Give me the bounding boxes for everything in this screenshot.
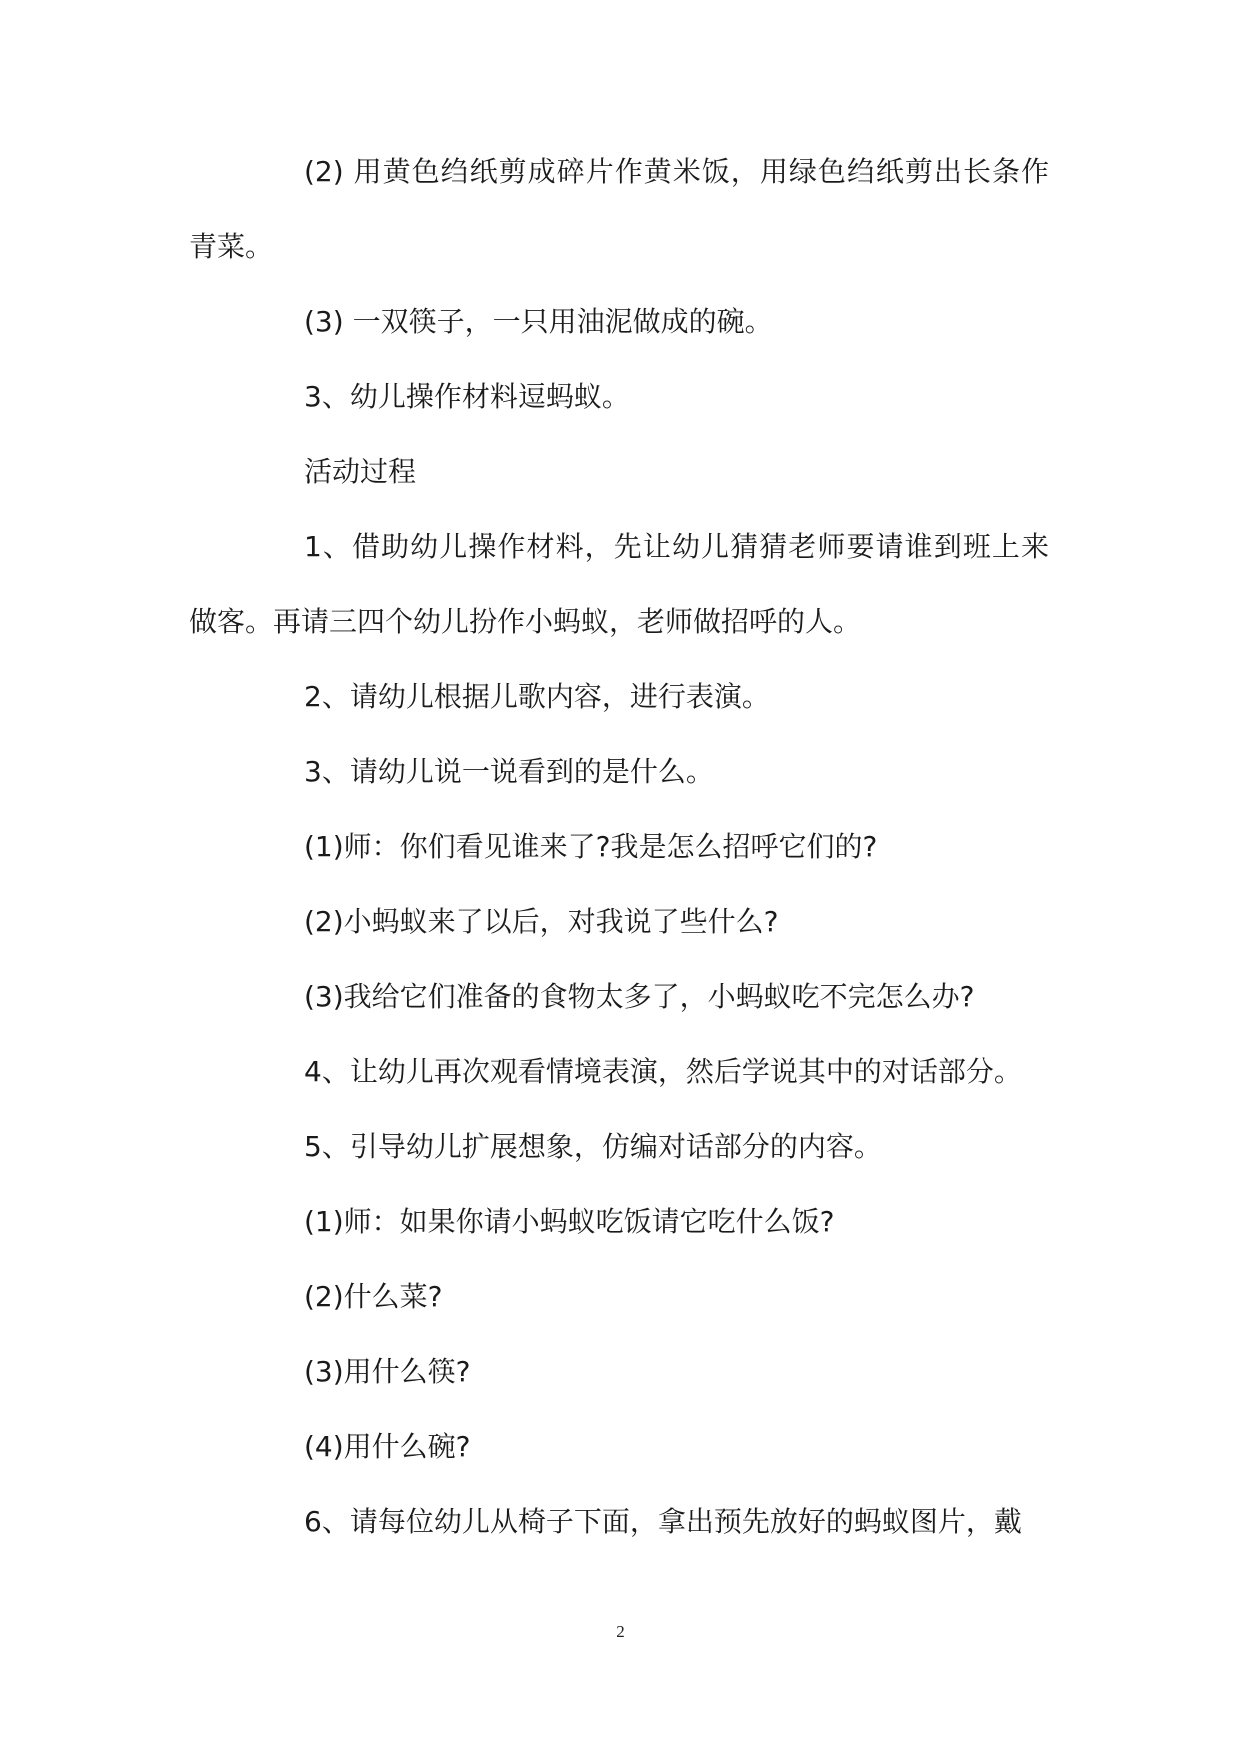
paragraph: (3)用什么筷? [304, 1355, 471, 1388]
paragraph: 4、让幼儿再次观看情境表演，然后学说其中的对话部分。 [304, 1055, 1022, 1088]
paragraph: 3、幼儿操作材料逗蚂蚁。 [304, 380, 630, 413]
paragraph: 3、请幼儿说一说看到的是什么。 [304, 755, 714, 788]
section-heading: 活动过程 [304, 455, 417, 488]
page-number: 2 [616, 1622, 625, 1641]
paragraph: (2)什么菜? [304, 1280, 443, 1313]
paragraph: 1、借助幼儿操作材料，先让幼儿猜猜老师要请谁到班上来做客。再请三四个幼儿扮作小蚂蚁，老师做招呼的人。 [189, 530, 1049, 638]
paragraph: 5、引导幼儿扩展想象，仿编对话部分的内容。 [304, 1130, 882, 1163]
paragraph: (2)小蚂蚁来了以后，对我说了些什么? [304, 905, 779, 938]
paragraph: 6、请每位幼儿从椅子下面，拿出预先放好的蚂蚁图片，戴 [304, 1505, 1022, 1538]
paragraph: (1)师：你们看见谁来了?我是怎么招呼它们的? [304, 830, 878, 863]
paragraph: 2、请幼儿根据儿歌内容，进行表演。 [304, 680, 770, 713]
paragraph: (3) 一双筷子，一只用油泥做成的碗。 [304, 305, 773, 338]
paragraph: (3)我给它们准备的食物太多了，小蚂蚁吃不完怎么办? [304, 980, 975, 1013]
paragraph: (2) 用黄色绉纸剪成碎片作黄米饭，用绿色绉纸剪出长条作青菜。 [189, 155, 1049, 263]
paragraph: (4)用什么碗? [304, 1430, 471, 1463]
paragraph: (1)师：如果你请小蚂蚁吃饭请它吃什么饭? [304, 1205, 835, 1238]
